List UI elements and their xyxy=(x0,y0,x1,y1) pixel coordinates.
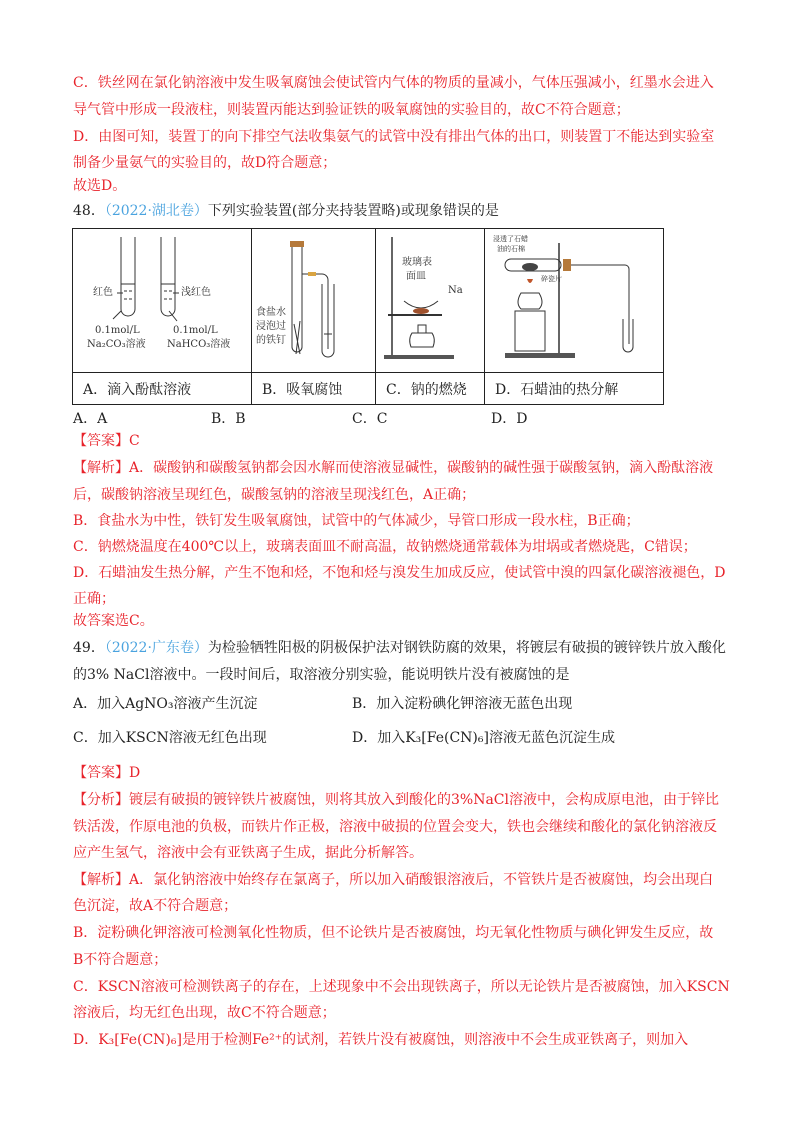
question-stem: 下列实验装置(部分夹持装置略)或现象错误的是 xyxy=(207,203,499,219)
figure-c-sodium-combustion xyxy=(376,229,485,373)
q49-answer xyxy=(73,763,140,783)
q48-analysis-line: D．石蜡油发生热分解，产生不饱和烃，不饱和烃与溴发生加成反应，使试管中溴的四氯化碳溶液褪色，D xyxy=(73,565,726,581)
q48-analysis-line: 后，碳酸钠溶液呈现红色，碳酸氢钠的溶液呈现浅红色，A正确； xyxy=(73,487,476,503)
analysis-text: A．氯化钠溶液中始终存在氯离子，所以加入硝酸银溶液后，不管铁片是否被腐蚀，均会出现白 xyxy=(129,872,714,888)
figure-b-oxygen-corrosion xyxy=(252,229,376,373)
q48-option-b[interactable]: B．B xyxy=(211,411,246,427)
q49-option-b[interactable]: B．加入淀粉碘化钾溶液无蓝色出现 xyxy=(352,696,573,712)
label-soaked: 浸泡过 xyxy=(256,321,286,332)
q48-analysis-line: C．钠燃烧温度在400℃以上，玻璃表面皿不耐高温，故钠燃烧通常载体为坩埚或者燃烧匙，C错误； xyxy=(73,539,697,555)
q48-option-c[interactable]: C．C xyxy=(352,411,388,427)
question-number: 48． xyxy=(73,203,105,219)
sodium-combustion-illustration xyxy=(376,229,484,372)
q49-option-c[interactable]: C．加入KSCN溶液无红色出现 xyxy=(73,730,267,746)
q48-analysis-line: 正确； xyxy=(73,591,115,607)
corrosion-apparatus-illustration xyxy=(252,229,375,372)
label-na: Na xyxy=(448,285,463,296)
q49-fenxi-line: 铁活泼，作原电池的负极，而铁片作正极，溶液中破损的位置会变大，铁也会继续和酸化的氯化钠溶液反 xyxy=(73,819,717,835)
label-watch-glass: 玻璃表 xyxy=(402,257,432,268)
question-48-header xyxy=(73,201,499,221)
label-iron-nail: 的铁钉 xyxy=(256,335,286,346)
label-red: 红色 xyxy=(93,287,113,298)
analysis-text: A．碳酸钠和碳酸氢钠都会因水解而使溶液显碱性，碳酸钠的碱性强于碳酸氢钠，滴入酚酞溶液 xyxy=(129,460,714,476)
label-porcelain: 碎瓷片 xyxy=(541,275,562,283)
label-salt-water: 食盐水 xyxy=(256,307,286,318)
answer-label: 【答案】 xyxy=(73,433,129,449)
fenxi-text: 镀层有破损的镀锌铁片被腐蚀，则将其放入到酸化的3%NaCl溶液中，会构成原电池，由于锌比 xyxy=(129,792,719,808)
question-number: 49． xyxy=(73,640,105,656)
label-conc-right: 0.1mol/L xyxy=(173,325,218,336)
prev-final-answer: 故选D。 xyxy=(73,178,127,194)
answer-label: 【答案】 xyxy=(73,765,129,781)
question-source: （2022·湖北卷） xyxy=(104,203,208,219)
prev-solution-d-line1: D．由图可知，装置丁的向下排空气法收集氨气的试管中没有排出气体的出口，则装置丁不能达到实验室 xyxy=(73,129,715,145)
q48-answer xyxy=(73,431,140,451)
q49-analysis-line: 色沉淀，故A不符合题意； xyxy=(73,898,238,914)
label-dish: 面皿 xyxy=(406,271,426,282)
caption-b: B．吸氧腐蚀 xyxy=(252,373,376,405)
label-na2co3: Na₂CO₃溶液 xyxy=(87,339,146,350)
question-stem: 为检验牺牲阳极的阴极保护法对钢铁防腐的效果，将镀层有破损的镀锌铁片放入酸化 xyxy=(207,640,726,656)
label-light-red: 浅红色 xyxy=(181,287,211,298)
q49-option-d[interactable]: D．加入K₃[Fe(CN)₆]溶液无蓝色沉淀生成 xyxy=(352,730,615,746)
q48-analysis-line xyxy=(73,458,713,478)
caption-d: D．石蜡油的热分解 xyxy=(485,373,664,405)
question-49-header xyxy=(73,638,726,658)
apparatus-table xyxy=(72,228,664,405)
analysis-label: 【解析】 xyxy=(73,872,129,888)
label-asbestos-2: 油的石棉 xyxy=(497,245,525,253)
q49-fenxi-line: 应产生氢气，溶液中会有亚铁离子生成，据此分析解答。 xyxy=(73,845,423,861)
label-conc-left: 0.1mol/L xyxy=(95,325,140,336)
q49-analysis-line: B不符合题意； xyxy=(73,952,168,968)
q49-analysis-line: D．K₃[Fe(CN)₆]是用于检测Fe²⁺的试剂，若铁片没有被腐蚀，则溶液中不会生成亚铁离子，则加入 xyxy=(73,1032,689,1048)
q48-final-answer: 故答案选C。 xyxy=(73,613,154,629)
prev-solution-c-line1: C．铁丝网在氯化钠溶液中发生吸氧腐蚀会使试管内气体的物质的量减小，气体压强减小，红墨水会进入 xyxy=(73,75,714,91)
q49-analysis-line xyxy=(73,870,713,890)
analysis-label: 【解析】 xyxy=(73,460,129,476)
label-asbestos-1: 浸透了石蜡 xyxy=(493,235,528,243)
q49-analysis-line: B．淀粉碘化钾溶液可检测氧化性物质，但不论铁片是否被腐蚀，均无氧化性物质与碘化钾发生反应，故 xyxy=(73,925,714,941)
q49-option-a[interactable]: A．加入AgNO₃溶液产生沉淀 xyxy=(73,696,258,712)
fenxi-label: 【分析】 xyxy=(73,792,129,808)
caption-a: A．滴入酚酞溶液 xyxy=(73,373,252,405)
caption-c: C．钠的燃烧 xyxy=(376,373,485,405)
q48-option-d[interactable]: D．D xyxy=(491,411,528,427)
prev-solution-d-line2: 制备少量氨气的实验目的，故D符合题意； xyxy=(73,155,337,171)
figure-d-paraffin-pyrolysis xyxy=(485,229,664,373)
q49-analysis-line: C．KSCN溶液可检测铁离子的存在，上述现象中不会出现铁离子，所以无论铁片是否被腐蚀，加入KSCN xyxy=(73,979,730,995)
label-nahco3: NaHCO₃溶液 xyxy=(167,339,231,350)
q48-option-a[interactable]: A．A xyxy=(73,411,108,427)
q49-fenxi-line xyxy=(73,790,719,810)
figure-a-test-tubes xyxy=(73,229,252,373)
question-49-stem-line2: 的3% NaCl溶液中。一段时间后，取溶液分别实验，能说明铁片没有被腐蚀的是 xyxy=(73,667,570,683)
answer-value: D xyxy=(129,765,141,781)
answer-value: C xyxy=(129,433,140,449)
prev-solution-c-line2: 导气管中形成一段液柱，则装置丙能达到验证铁的吸氧腐蚀的实验目的，故C不符合题意； xyxy=(73,102,630,118)
q48-analysis-line: B．食盐水为中性，铁钉发生吸氧腐蚀，试管中的气体减少，导管口形成一段水柱，B正确； xyxy=(73,513,640,529)
q49-analysis-line: 溶液后，均无红色出现，故C不符合题意； xyxy=(73,1005,336,1021)
question-source: （2022·广东卷） xyxy=(104,640,208,656)
